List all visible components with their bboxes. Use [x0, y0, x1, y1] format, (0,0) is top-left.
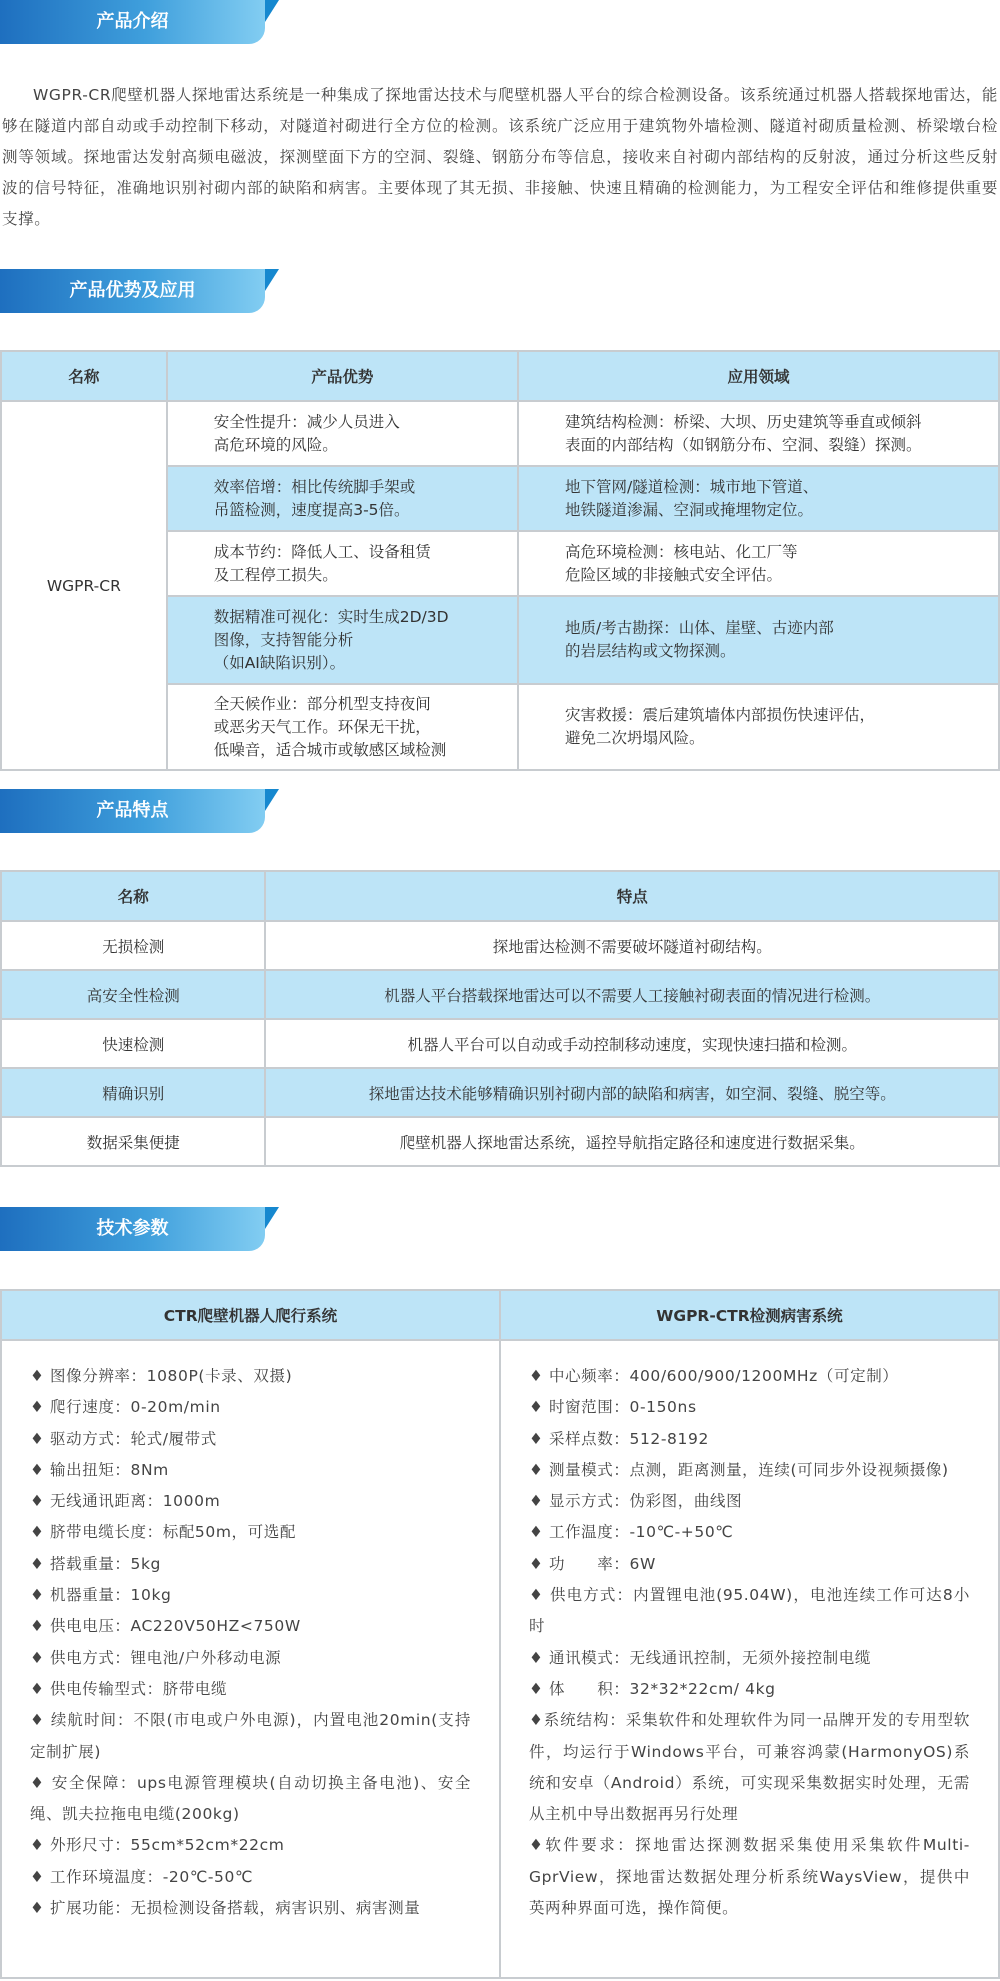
column-header: 名称 [1, 871, 265, 921]
table-row [1, 970, 999, 1019]
section-banner-features [0, 789, 290, 833]
section-banner-advantages [0, 269, 290, 313]
column-header: 特点 [265, 871, 999, 921]
text-line: 表面的内部结构（如钢筋分布、空洞、裂缝）探测。 [565, 435, 922, 454]
text-line: 低噪音，适合城市或敏感区域检测 [213, 740, 447, 759]
text-line: 的岩层结构或文物探测。 [565, 642, 736, 660]
spec-item: ♦ 时窗范围：0-150ns [528, 1398, 697, 1417]
feature-name-cell: 快速检测 [1, 1019, 265, 1068]
text-line: 图像，支持智能分析 [213, 630, 354, 649]
text-line: 或恶劣天气工作。环保无干扰， [213, 717, 431, 736]
column-header: 名称 [1, 351, 167, 401]
text-line: 避免二次坍塌风险。 [565, 729, 705, 747]
table-row [1, 921, 999, 970]
section-banner-intro [0, 0, 290, 44]
section-title: 产品特点 [96, 800, 169, 821]
text-line: 灾害救援：震后建筑墙体内部损伤快速评估， [565, 706, 876, 724]
banner-fold-decoration [265, 0, 279, 22]
text-line: 高危环境的风险。 [213, 435, 338, 454]
text-line: 建筑结构检测：桥梁、大坝、历史建筑等垂直或倾斜 [565, 412, 922, 431]
text-line: 危险区域的非接触式安全评估。 [565, 565, 783, 584]
text-line: 地铁隧道渗漏、空洞或掩埋物定位。 [565, 500, 814, 519]
spec-item: ♦软件要求：探地雷达探测数据采集使用采集软件Multi-GprView，探地雷达数据处理分析系统WaysView，提供中英两种界面可选，操作简便。 [528, 1836, 970, 1918]
spec-item: ♦ 工作温度：-10℃-+50℃ [528, 1523, 734, 1542]
product-name-cell: WGPR-CR [1, 401, 167, 770]
table-header-row [1, 871, 999, 921]
feature-description-cell: 机器人平台可以自动或手动控制移动速度，实现快速扫描和检测。 [265, 1019, 999, 1068]
specs-table [0, 1289, 1000, 1979]
spec-item: ♦ 图像分辨率：1080P(卡录、双摄) [30, 1367, 293, 1385]
text-line: 地质/考古勘探：山体、崖壁、古迹内部 [565, 619, 834, 637]
section-banner-specs [0, 1207, 290, 1251]
feature-name-cell: 精确识别 [1, 1068, 265, 1117]
text-line: 数据精准可视化：实时生成2D/3D [213, 607, 449, 626]
spec-item: ♦ 测量模式：点测，距离测量，连续(可同步外设视频摄像) [528, 1460, 949, 1479]
spec-item: ♦ 脐带电缆长度：标配50m，可选配 [30, 1523, 296, 1542]
feature-description-cell: 探地雷达技术能够精确识别衬砌内部的缺陷和病害，如空洞、裂缝、脱空等。 [265, 1068, 999, 1117]
table-header-row [1, 1290, 999, 1340]
advantage-cell [167, 466, 518, 531]
spec-item: ♦ 无线通讯距离：1000m [30, 1492, 221, 1511]
table-row [1, 1019, 999, 1068]
table-row [1, 1117, 999, 1166]
feature-name-cell: 无损检测 [1, 921, 265, 970]
application-cell [518, 684, 999, 770]
spec-item: ♦ 显示方式：伪彩图，曲线图 [528, 1492, 743, 1511]
intro-paragraph: WGPR-CR爬壁机器人探地雷达系统是一种集成了探地雷达技术与爬壁机器人平台的综合检测设备。该系统通过机器人搭载探地雷达，能够在隧道内部自动或手动控制下移动，对隧道衬砌进行全方位的检测。该系统广泛应用于建筑物外墙检测、隧道衬砌质量检测、桥梁墩台检测等领域。探地雷达发射高频电磁波，探测壁面下方的空洞、裂缝、钢筋分布等信息，接收来自衬砌内部结构的反射波，通过分析这些反射波的信号特征，准确地识别衬砌内部的缺陷和病害。主要体现了其无损、非接触、快速且精确的检测能力，为工程安全评估和维修提供重要支撑。 [2, 86, 998, 228]
application-cell [518, 531, 999, 596]
spec-item: ♦ 供电方式：锂电池/户外移动电源 [30, 1648, 282, 1667]
spec-item: ♦ 扩展功能：无损检测设备搭载，病害识别、病害测量 [30, 1899, 421, 1918]
spec-item: ♦ 工作环境温度：-20℃-50℃ [30, 1867, 253, 1886]
table-header-row [1, 351, 999, 401]
advantages-table [0, 350, 1000, 771]
crawler-system-specs [1, 1340, 500, 1978]
spec-item: ♦ 驱动方式：轮式/履带式 [30, 1429, 217, 1448]
spec-item: ♦ 供电传输型式：脐带电缆 [30, 1679, 228, 1698]
section-title: 产品优势及应用 [69, 280, 196, 301]
spec-item: ♦系统结构：采集软件和处理软件为同一品牌开发的专用型软件，均运行于Windows平台，可兼容鸿蒙(HarmonyOS)系统和安卓（Android）系统，可实现采集数据实时处理，无需从主机中导出数据再另行处理 [528, 1711, 970, 1824]
advantage-cell [167, 401, 518, 466]
spec-item: ♦ 安全保障：ups电源管理模块(自动切换主备电池)、安全绳、凯夫拉拖电电缆(200kg) [30, 1773, 471, 1824]
spec-item: ♦ 供电方式：内置锂电池(95.04W)，电池连续工作可达8小时 [528, 1586, 970, 1636]
text-line: 效率倍增：相比传统脚手架或 [213, 477, 416, 496]
application-cell [518, 596, 999, 684]
detection-system-specs [500, 1340, 999, 1978]
text-line: （如AI缺陷识别）。 [213, 653, 346, 672]
specs-row [1, 1340, 999, 1978]
text-line: 全天候作业：部分机型支持夜间 [213, 694, 431, 713]
spec-item: ♦ 爬行速度：0-20m/min [30, 1398, 221, 1417]
advantage-cell [167, 531, 518, 596]
features-table [0, 870, 1000, 1167]
feature-description-cell: 探地雷达检测不需要破坏隧道衬砌结构。 [265, 921, 999, 970]
section-title: 产品介绍 [96, 11, 169, 32]
banner-fold-decoration [265, 789, 279, 811]
column-header: 应用领域 [518, 351, 999, 401]
advantage-cell [167, 596, 518, 684]
spec-item: ♦ 搭载重量：5kg [30, 1554, 161, 1573]
column-header: 产品优势 [167, 351, 518, 401]
banner-fold-decoration [265, 269, 279, 291]
application-cell [518, 401, 999, 466]
spec-item: ♦ 外形尺寸：55cm*52cm*22cm [30, 1836, 285, 1855]
advantage-cell [167, 684, 518, 770]
text-line: 及工程停工损失。 [213, 565, 338, 584]
application-cell [518, 466, 999, 531]
text-line: 安全性提升：减少人员进入 [213, 412, 400, 431]
spec-item: ♦ 功 率：6W [528, 1554, 656, 1573]
spec-item: ♦ 中心频率：400/600/900/1200MHz（可定制） [528, 1367, 899, 1385]
table-row [1, 1068, 999, 1117]
spec-item: ♦ 输出扭矩：8Nm [30, 1460, 169, 1479]
section-title: 技术参数 [96, 1218, 169, 1239]
spec-item: ♦ 供电电压：AC220V50HZ<750W [30, 1617, 301, 1636]
text-line: 高危环境检测：核电站、化工厂等 [565, 542, 798, 561]
text-line: 吊篮检测，速度提高3-5倍。 [213, 500, 410, 519]
feature-description-cell: 机器人平台搭载探地雷达可以不需要人工接触衬砌表面的情况进行检测。 [265, 970, 999, 1019]
column-header: CTR爬壁机器人爬行系统 [1, 1290, 500, 1340]
feature-description-cell: 爬壁机器人探地雷达系统，遥控导航指定路径和速度进行数据采集。 [265, 1117, 999, 1166]
text-line: 成本节约：降低人工、设备租赁 [213, 542, 431, 561]
text-line: 地下管网/隧道检测：城市地下管道、 [565, 477, 819, 496]
spec-item: ♦ 采样点数：512-8192 [528, 1429, 709, 1448]
spec-item: ♦ 机器重量：10kg [30, 1586, 172, 1605]
spec-item: ♦ 体 积：32*32*22cm/ 4kg [528, 1679, 776, 1698]
banner-fold-decoration [265, 1207, 279, 1229]
feature-name-cell: 高安全性检测 [1, 970, 265, 1019]
column-header: WGPR-CTR检测病害系统 [500, 1290, 999, 1340]
spec-item: ♦ 续航时间：不限(市电或户外电源)，内置电池20min(支持定制扩展) [30, 1711, 471, 1761]
spec-item: ♦ 通讯模式：无线通讯控制，无须外接控制电缆 [528, 1648, 871, 1667]
table-row [1, 401, 999, 466]
feature-name-cell: 数据采集便捷 [1, 1117, 265, 1166]
